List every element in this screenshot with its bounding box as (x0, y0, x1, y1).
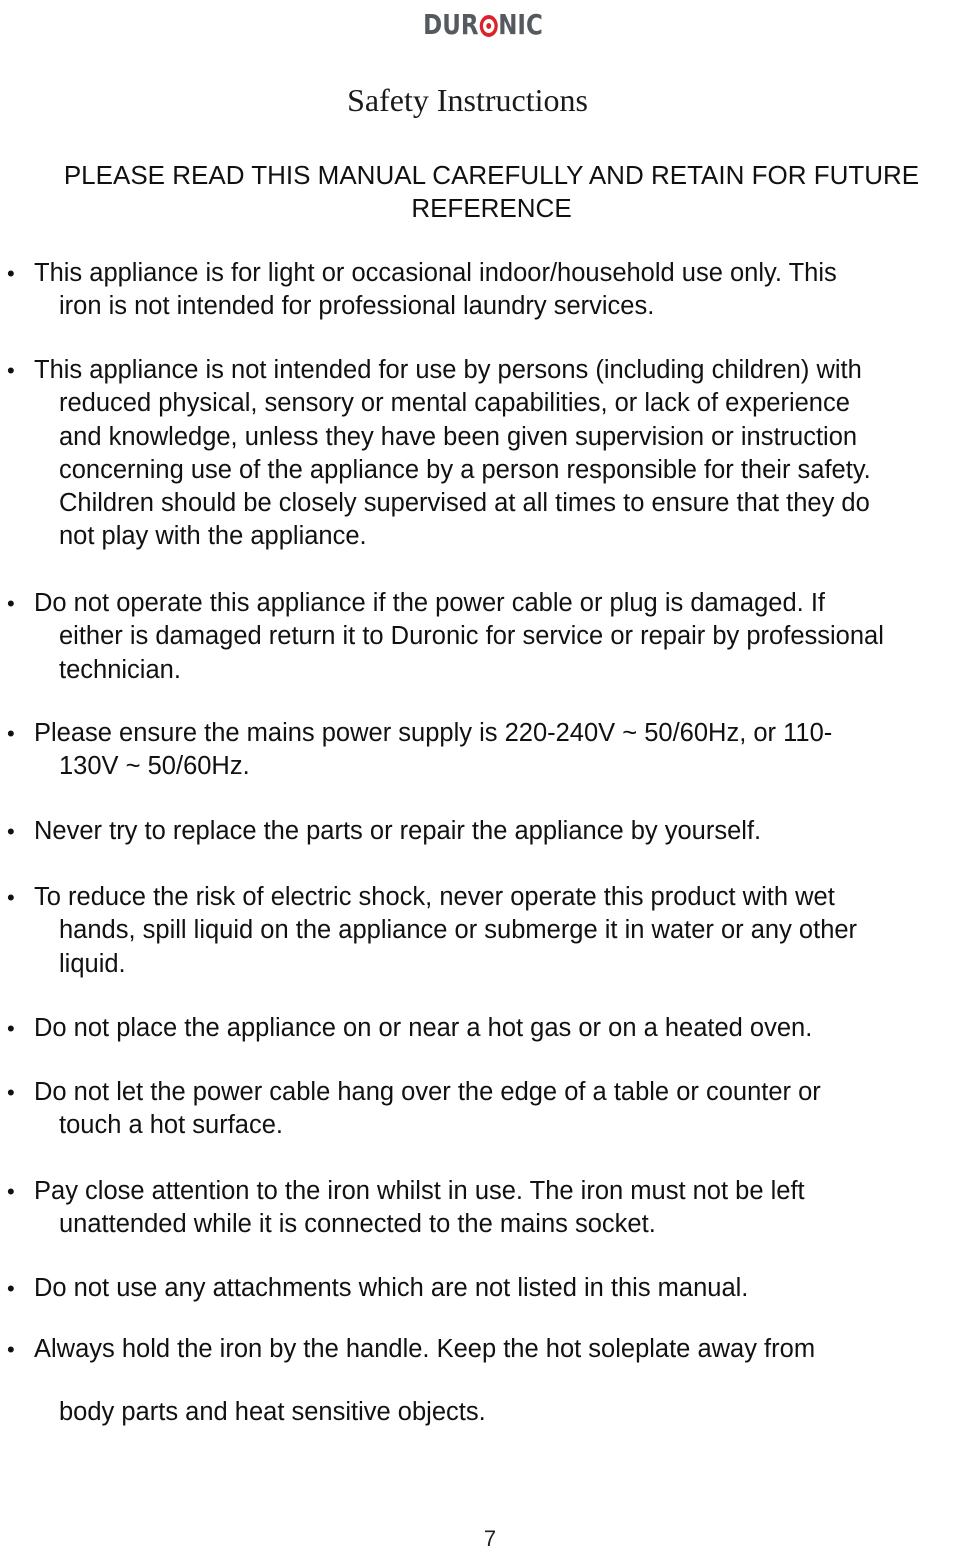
instruction-line: Children should be closely supervised at all times to ensure that they do (59, 489, 870, 518)
instruction-line: Always hold the iron by the handle. Keep the hot soleplate away from (34, 1335, 816, 1363)
instruction-line: concerning use of the appliance by a person responsible for their safety. (59, 455, 871, 484)
page-number: 7 (483, 1526, 497, 1551)
instruction-line: Pay close attention to the iron whilst in use. The iron must not be left (34, 1177, 805, 1205)
instruction-line: To reduce the risk of electric shock, never operate this product with wet (34, 883, 835, 911)
notice-line-1: PLEASE READ THIS MANUAL CAREFULLY AND RETAIN FOR FUTURE (63, 160, 920, 190)
instruction-line: Do not place the appliance on or near a hot gas or on a heated oven. (34, 1014, 813, 1042)
read-manual-notice (24, 159, 959, 225)
instruction-line: either is damaged return it to Duronic for service or repair by professional (59, 622, 884, 651)
instruction-line: Do not operate this appliance if the power cable or plug is damaged. If (34, 589, 825, 617)
instruction-line: not play with the appliance. (59, 522, 367, 551)
bullet-icon: • (7, 1016, 15, 1041)
logo-wordmark: DUR NIC (422, 8, 543, 41)
instruction-line: liquid. (59, 949, 126, 978)
instruction-line: touch a hot surface. (59, 1111, 283, 1140)
power-button-o-icon (479, 15, 497, 37)
bullet-icon: • (7, 819, 15, 844)
bullet-icon: • (7, 1179, 15, 1204)
instruction-line: technician. (59, 655, 181, 684)
bullet-icon: • (7, 721, 15, 746)
instruction-line: This appliance is for light or occasional indoor/household use only. This (34, 259, 837, 287)
instruction-line: and knowledge, unless they have been given supervision or instruction (59, 422, 858, 451)
bullet-icon: • (7, 358, 15, 383)
instruction-line: 130V ~ 50/60Hz. (59, 752, 250, 781)
instruction-line: unattended while it is connected to the mains socket. (59, 1210, 656, 1239)
instruction-line: hands, spill liquid on the appliance or submerge it in water or any other (59, 916, 858, 945)
instruction-line: Do not let the power cable hang over the edge of a table or counter or (34, 1078, 821, 1106)
bullet-icon: • (7, 261, 15, 286)
instruction-line: Never try to replace the parts or repair the appliance by yourself. (34, 817, 762, 845)
instruction-line: body parts and heat sensitive objects. (59, 1398, 486, 1427)
instruction-line: iron is not intended for professional laundry services. (59, 292, 655, 321)
instruction-line: Do not use any attachments which are not listed in this manual. (34, 1274, 749, 1302)
page-title: Safety Instructions (347, 82, 588, 118)
bullet-icon: • (7, 1080, 15, 1105)
notice-line-2: REFERENCE (411, 193, 572, 223)
instruction-line: Please ensure the mains power supply is 220-240V ~ 50/60Hz, or 110- (34, 719, 833, 747)
bullet-icon: • (7, 591, 15, 616)
instruction-line: This appliance is not intended for use by persons (including children) with (34, 356, 862, 384)
duronic-logo (0, 8, 965, 44)
bullet-icon: • (7, 1337, 15, 1362)
bullet-icon: • (7, 1276, 15, 1301)
bullet-icon: • (7, 885, 15, 910)
instruction-line: reduced physical, sensory or mental capabilities, or lack of experience (59, 389, 850, 418)
